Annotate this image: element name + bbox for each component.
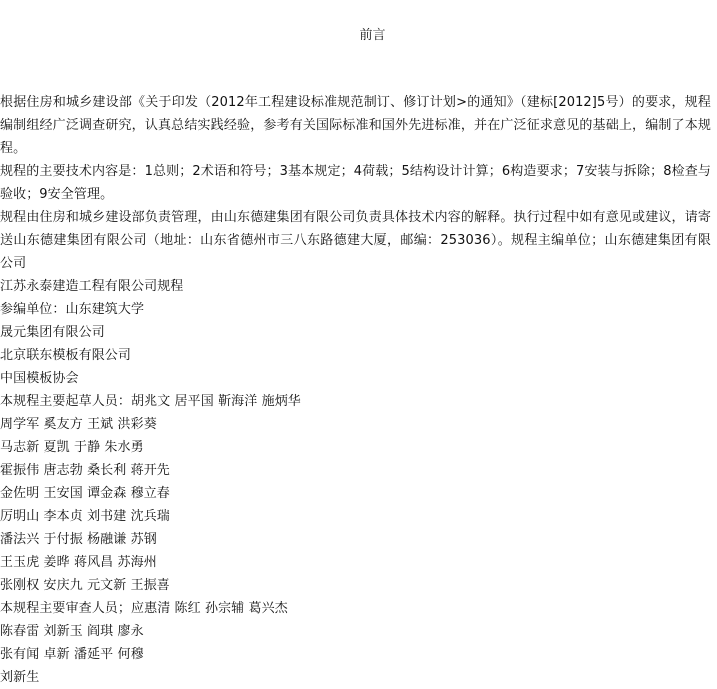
- text-line: 金佐明 王安国 谭金森 穆立春: [0, 486, 170, 501]
- text-line: 霍振伟 唐志勃 桑长利 蒋开先: [0, 463, 170, 478]
- text-line: 本规程主要起草人员：胡兆文 居平国 靳海洋 施炳华: [0, 394, 301, 409]
- text-line: 潘法兴 于付振 杨融谦 苏钢: [0, 532, 157, 547]
- text-line: 江苏永泰建造工程有限公司规程: [0, 279, 184, 294]
- paragraph-intro: 根据住房和城乡建设部《关于印发（2012年工程建设标准规范制订、修订计划>的通知》（建标[2012]5号）的要求，规程编制组经广泛调查研究，认真总结实践经验，参考有关国际标准和国外先进标准，并在广泛征求意见的基础上，编制了本规程。: [0, 95, 711, 156]
- text-line: 厉明山 李本贞 刘书建 沈兵瑞: [0, 509, 170, 524]
- text-line: 周学军 奚友方 王斌 洪彩葵: [0, 417, 157, 432]
- text-line: 张刚权 安庆九 元文新 王振喜: [0, 578, 170, 593]
- text-line: 王玉虎 姜晔 蒋风昌 苏海州: [0, 555, 157, 570]
- text-line: 刘新生: [0, 670, 40, 685]
- document-title: 前言: [359, 28, 386, 43]
- text-line: 本规程主要审查人员；应惠清 陈红 孙宗辅 葛兴杰: [0, 601, 288, 616]
- text-line: 张有闻 卓新 潘延平 何穆: [0, 647, 144, 662]
- text-line: 马志新 夏凯 于静 朱水勇: [0, 440, 144, 455]
- text-line: 参编单位：山东建筑大学: [0, 302, 145, 317]
- paragraph-management: 规程由住房和城乡建设部负责管理，由山东德建集团有限公司负责具体技术内容的解释。执行过程中如有意见或建议，请寄送山东德建集团有限公司（地址：山东省德州市三八东路德建大厦，邮编：253036）。规程主编单位；山东德建集团有限公司: [0, 210, 711, 271]
- text-line: 中国模板协会: [0, 371, 79, 386]
- text-line: 晟元集团有限公司: [0, 325, 105, 340]
- paragraph-technical-content: 规程的主要技术内容是：1总则；2术语和符号；3基本规定；4荷载；5结构设计计算；6构造要求；7安装与拆除；8检查与验收；9安全管理。: [0, 164, 711, 202]
- text-line: 陈春雷 刘新玉 阎琪 廖永: [0, 624, 144, 639]
- text-line: 北京联东模板有限公司: [0, 348, 132, 363]
- document-body: [0, 91, 717, 689]
